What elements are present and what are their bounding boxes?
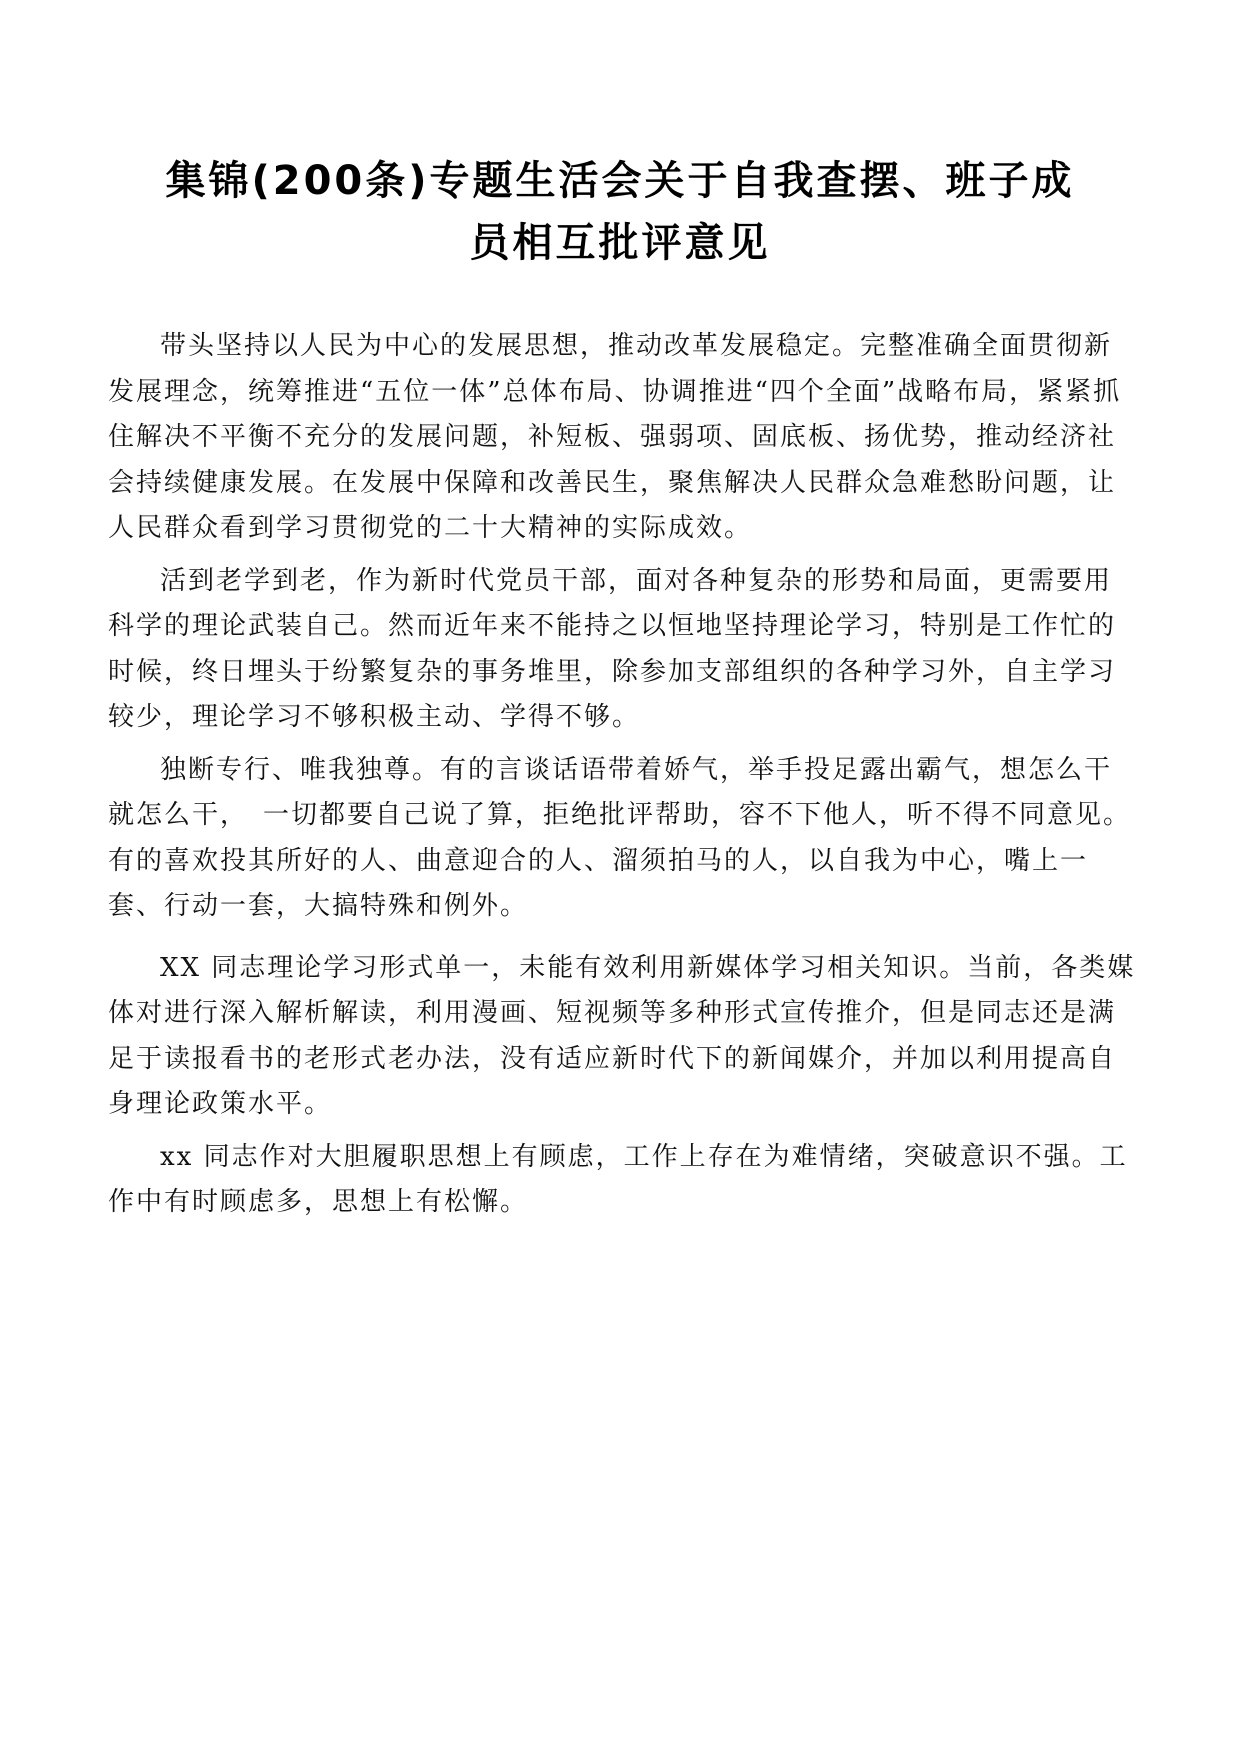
paragraph-2: 活到老学到老，作为新时代党员干部，面对各种复杂的形势和局面，更需要用科学的理论武装自己。然而近年来不能持之以恒地坚持理论学习，特别是工作忙的时候，终日埋头于纷繁复杂的事务堆里，除参加支部组织的各种学习外，自主学习较少，理论学习不够积极主动、学得不够。: [108, 565, 1117, 732]
document-title: [110, 150, 1130, 274]
title-line-1: 集锦(200条)专题生活会关于自我查摆、班子成: [165, 158, 1075, 204]
title-line-2: 员相互批评意见: [469, 220, 771, 266]
paragraph-5: xx 同志作对大胆履职思想上有顾虑，工作上存在为难情绪，突破意识不强。工作中有时顾虑多，思想上有松懈。: [108, 1141, 1128, 1217]
paragraph-4: XX 同志理论学习形式单一，未能有效利用新媒体学习相关知识。当前，各类媒体对进行深入解析解读，利用漫画、短视频等多种形式宣传推介，但是同志还是满足于读报看书的老形式老办法，没有适应新时代下的新闻媒介，并加以利用提高自身理论政策水平。: [108, 952, 1136, 1119]
paragraph-3: 独断专行、唯我独尊。有的言谈话语带着娇气，举手投足露出霸气，想怎么干就怎么干， 一切都要自己说了算，拒绝批评帮助，容不下他人，听不得不同意见。有的喜欢投其所好的人、曲意迎合的人、溜须拍马的人，以自我为中心，嘴上一套、行动一套，大搞特殊和例外。: [108, 754, 1132, 921]
paragraph-1: 带头坚持以人民为中心的发展思想，推动改革发展稳定。完整准确全面贯彻新发展理念，统筹推进“五位一体”总体布局、协调推进“四个全面”战略布局，紧紧抓住解决不平衡不充分的发展问题，补短板、强弱项、固底板、扬优势，推动经济社会持续健康发展。在发展中保障和改善民生，聚焦解决人民群众急难愁盼问题，让人民群众看到学习贯彻党的二十大精神的实际成效。: [108, 331, 1122, 543]
document-body: [108, 324, 1138, 1233]
